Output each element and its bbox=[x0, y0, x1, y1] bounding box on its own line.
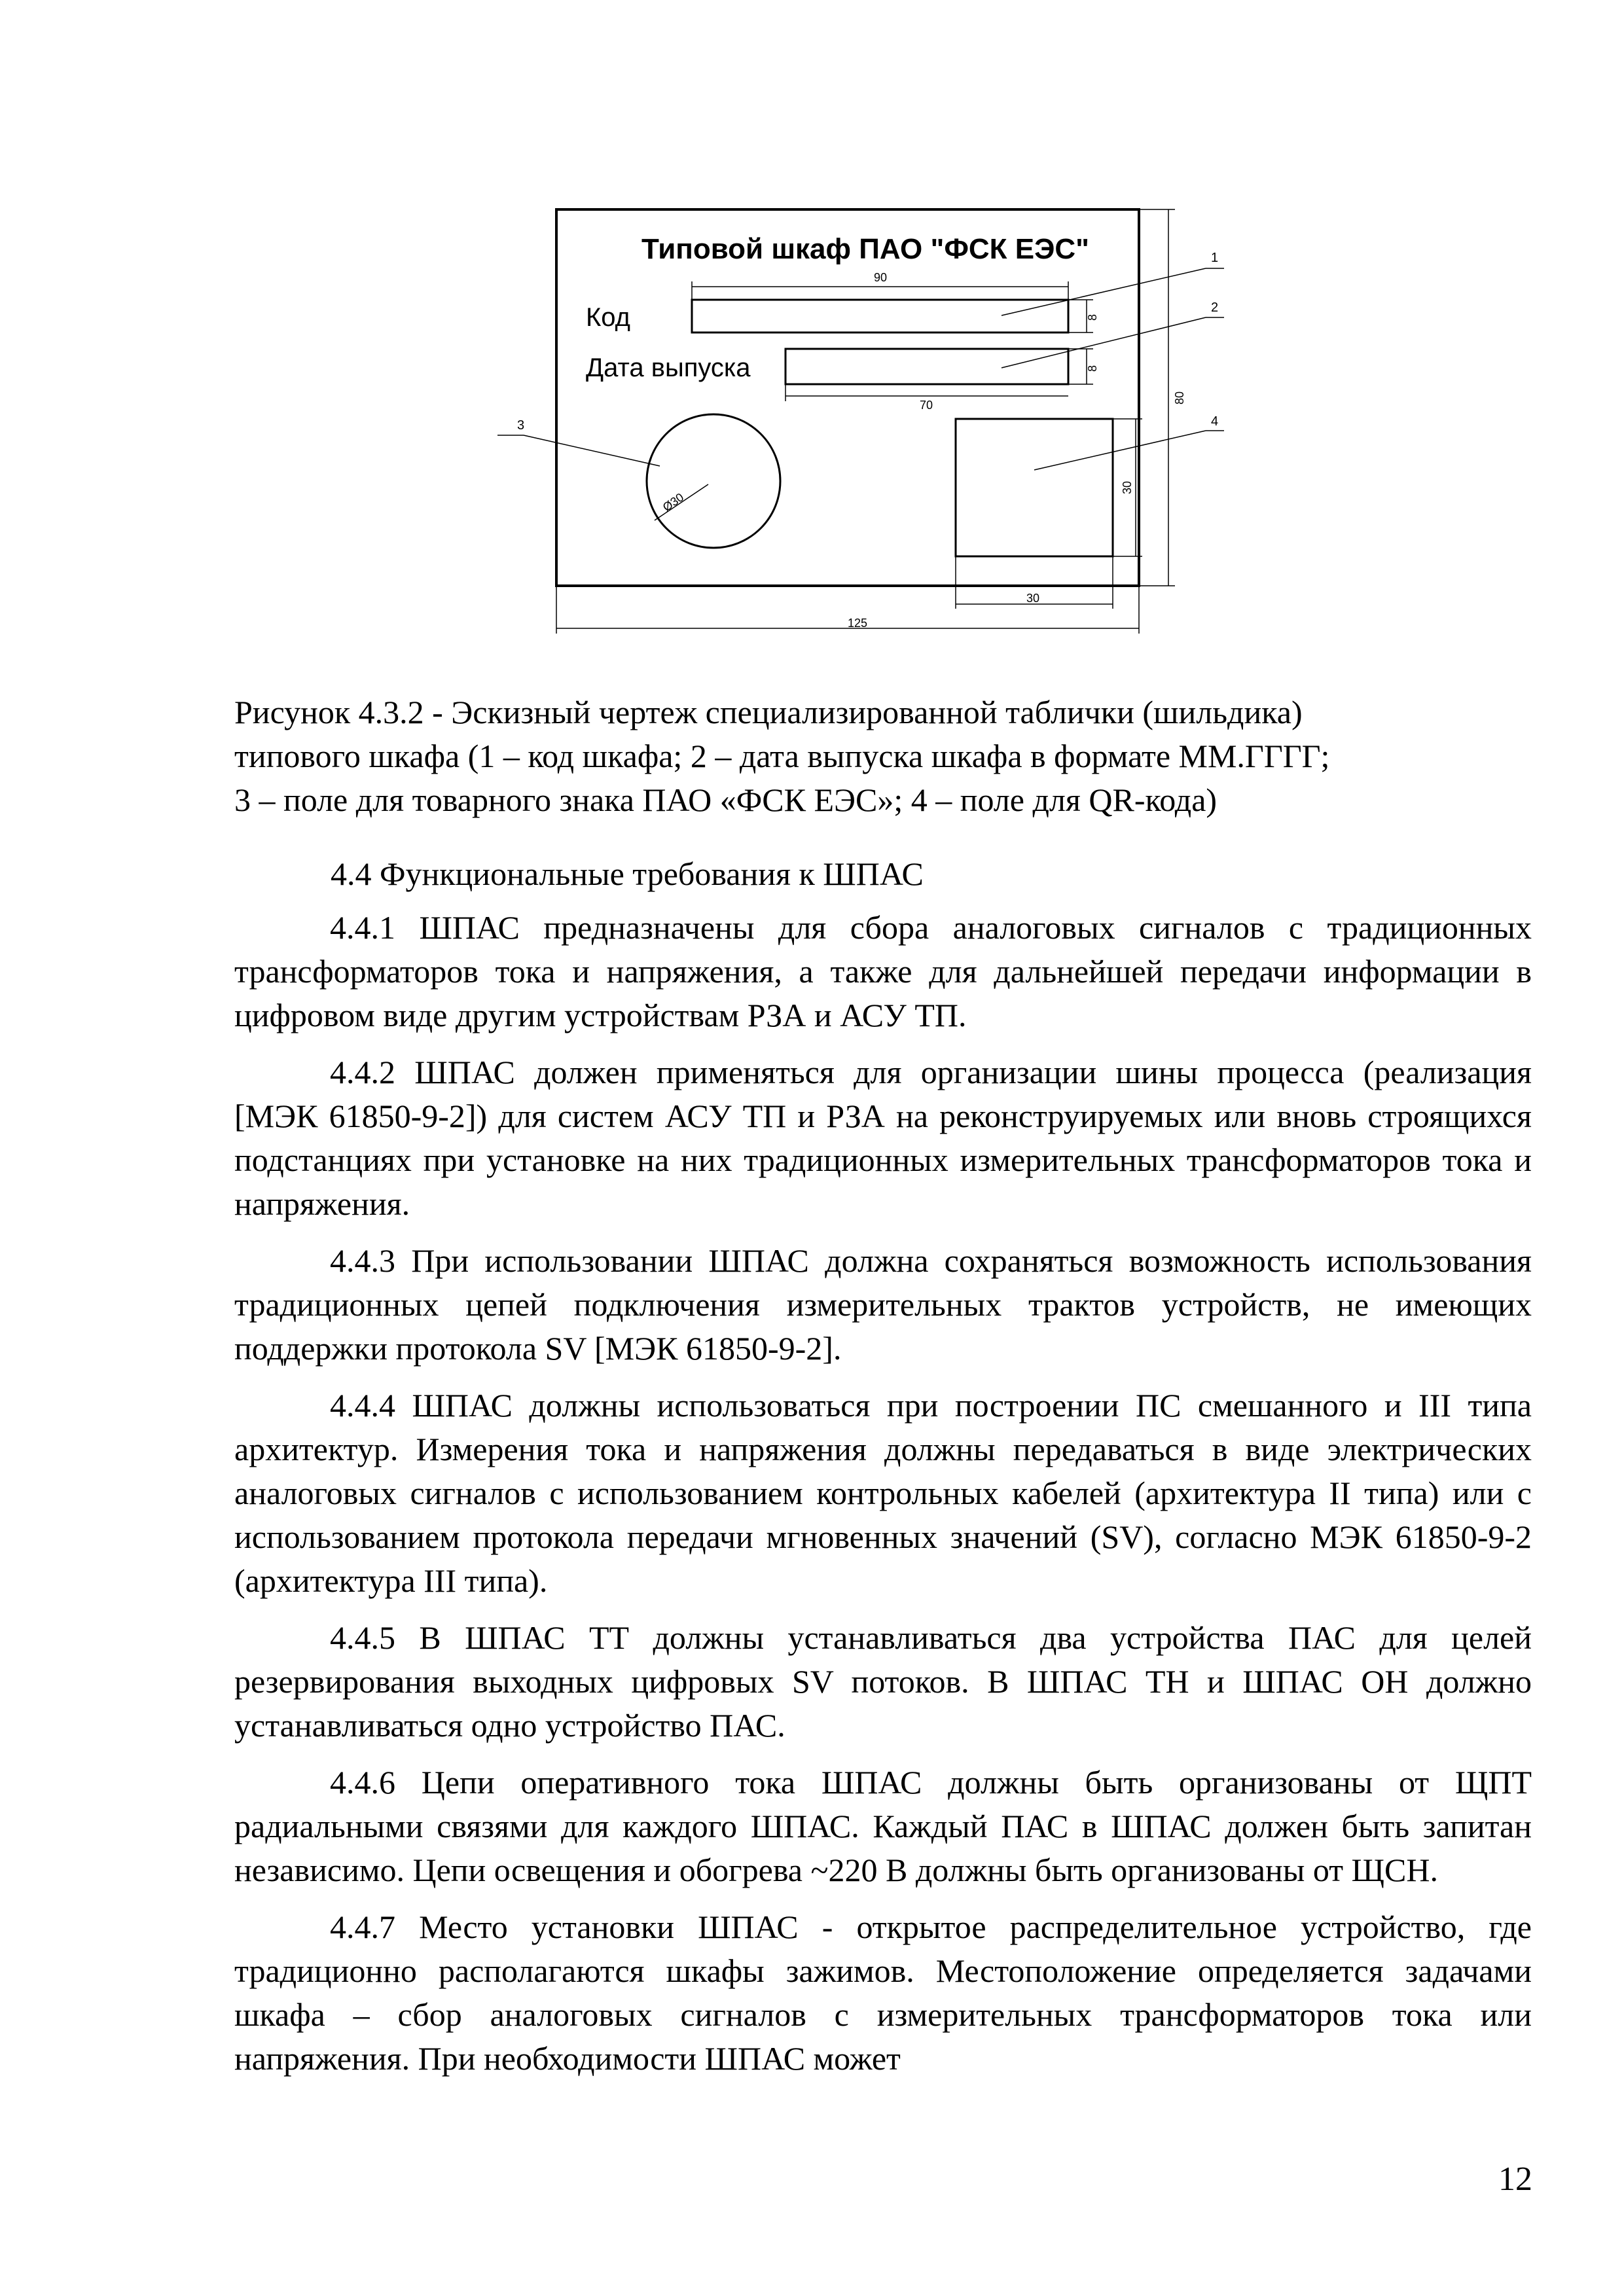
callout-2: 2 bbox=[1211, 300, 1219, 315]
paragraph-number: 4.4.7 bbox=[330, 1909, 395, 1945]
paragraph bbox=[234, 1616, 1532, 1748]
paragraph-text: При использовании ШПАС должна сохраняться возможность использования традиционных цепей подключения измерительных трактов устройств, не имеющих поддержки протокола SV [МЭК 61850-9-2]. bbox=[234, 1242, 1532, 1367]
date-field bbox=[785, 349, 1068, 384]
dim-125: 125 bbox=[848, 617, 868, 630]
paragraph-text: Место установки ШПАС - открытое распределительное устройство, где традиционно располагаются шкафы зажимов. Местоположение определяется задачами шкафа – сбор аналоговых сигналов с измерительных трансформаторов тока или напряжения. При необходимости ШПАС может bbox=[234, 1909, 1532, 2077]
callout-3: 3 bbox=[517, 418, 525, 433]
label-date: Дата выпуска bbox=[586, 353, 751, 382]
dim-8-code: 8 bbox=[1086, 314, 1099, 321]
dim-diameter: Ø30 bbox=[660, 490, 687, 514]
code-field bbox=[692, 300, 1068, 332]
section-body bbox=[234, 906, 1532, 2094]
plate-outline bbox=[556, 209, 1139, 586]
plate-title: Типовой шкаф ПАО "ФСК ЕЭС" bbox=[641, 233, 1090, 265]
dim-70: 70 bbox=[920, 399, 933, 412]
logo-field-circle bbox=[647, 414, 780, 548]
paragraph-number: 4.4.2 bbox=[330, 1054, 395, 1090]
paragraph-number: 4.4.1 bbox=[330, 909, 395, 946]
dim-30-right: 30 bbox=[1121, 480, 1134, 494]
paragraph-text: ШПАС должны использоваться при построении ПС смешанного и III типа архитектур. Измерения тока и напряжения должны передаваться в виде электрических аналоговых сигналов с использованием контрольных кабелей (архитектура II типа) или с использованием протокола передачи мгновенных значений (SV), согласно МЭК 61850-9-2 (архитектура III типа). bbox=[234, 1387, 1532, 1599]
dim-8-date: 8 bbox=[1086, 365, 1099, 372]
paragraph bbox=[234, 1050, 1532, 1226]
paragraph-text: В ШПАС ТТ должны устанавливаться два устройства ПАС для целей резервирования выходных цифровых SV потоков. В ШПАС ТН и ШПАС ОН должно устанавливаться одно устройство ПАС. bbox=[234, 1619, 1532, 1744]
qr-field bbox=[956, 419, 1113, 556]
caption-line: 3 – поле для товарного знака ПАО «ФСК ЕЭС»; 4 – поле для QR-кода) bbox=[234, 781, 1218, 818]
caption-line: Рисунок 4.3.2 - Эскизный чертеж специализированной таблички (шильдика) bbox=[234, 694, 1303, 730]
paragraph-text: Цепи оперативного тока ШПАС должны быть организованы от ЩПТ радиальными связями для каждого ШПАС. Каждый ПАС в ШПАС должен быть запитан независимо. Цепи освещения и обогрева ~220 В должны быть организованы от ЩСН. bbox=[234, 1764, 1532, 1888]
dim-30-bottom: 30 bbox=[1026, 592, 1040, 605]
label-code: Код bbox=[586, 303, 631, 332]
caption-line: типового шкафа (1 – код шкафа; 2 – дата выпуска шкафа в формате ММ.ГГГГ; bbox=[234, 738, 1330, 774]
paragraph bbox=[234, 1239, 1532, 1371]
figure-caption bbox=[234, 691, 1532, 822]
paragraph bbox=[234, 1905, 1532, 2081]
section-heading: 4.4 Функциональные требования к ШПАС bbox=[331, 855, 924, 892]
nameplate-drawing bbox=[497, 196, 1257, 641]
dim-80: 80 bbox=[1173, 391, 1186, 404]
paragraph-number: 4.4.5 bbox=[330, 1619, 395, 1656]
dim-90: 90 bbox=[874, 271, 888, 284]
paragraph-number: 4.4.4 bbox=[330, 1387, 395, 1424]
paragraph bbox=[234, 1384, 1532, 1603]
paragraph bbox=[234, 906, 1532, 1037]
paragraph bbox=[234, 1761, 1532, 1892]
callout-4: 4 bbox=[1211, 414, 1219, 429]
paragraph-number: 4.4.3 bbox=[330, 1242, 395, 1279]
paragraph-text: ШПАС должен применяться для организации шины процесса (реализация [МЭК 61850-9-2]) для систем АСУ ТП и РЗА на реконструируемых или вновь строящихся подстанциях при установке на них традиционных измерительных трансформаторов тока и напряжения. bbox=[234, 1054, 1532, 1222]
page-number: 12 bbox=[1498, 2161, 1532, 2198]
paragraph-text: ШПАС предназначены для сбора аналоговых сигналов с традиционных трансформаторов тока и напряжения, а также для дальнейшей передачи информации в цифровом виде другим устройствам РЗА и АСУ ТП. bbox=[234, 909, 1532, 1033]
callout-1: 1 bbox=[1211, 251, 1219, 265]
paragraph-number: 4.4.6 bbox=[330, 1764, 395, 1801]
